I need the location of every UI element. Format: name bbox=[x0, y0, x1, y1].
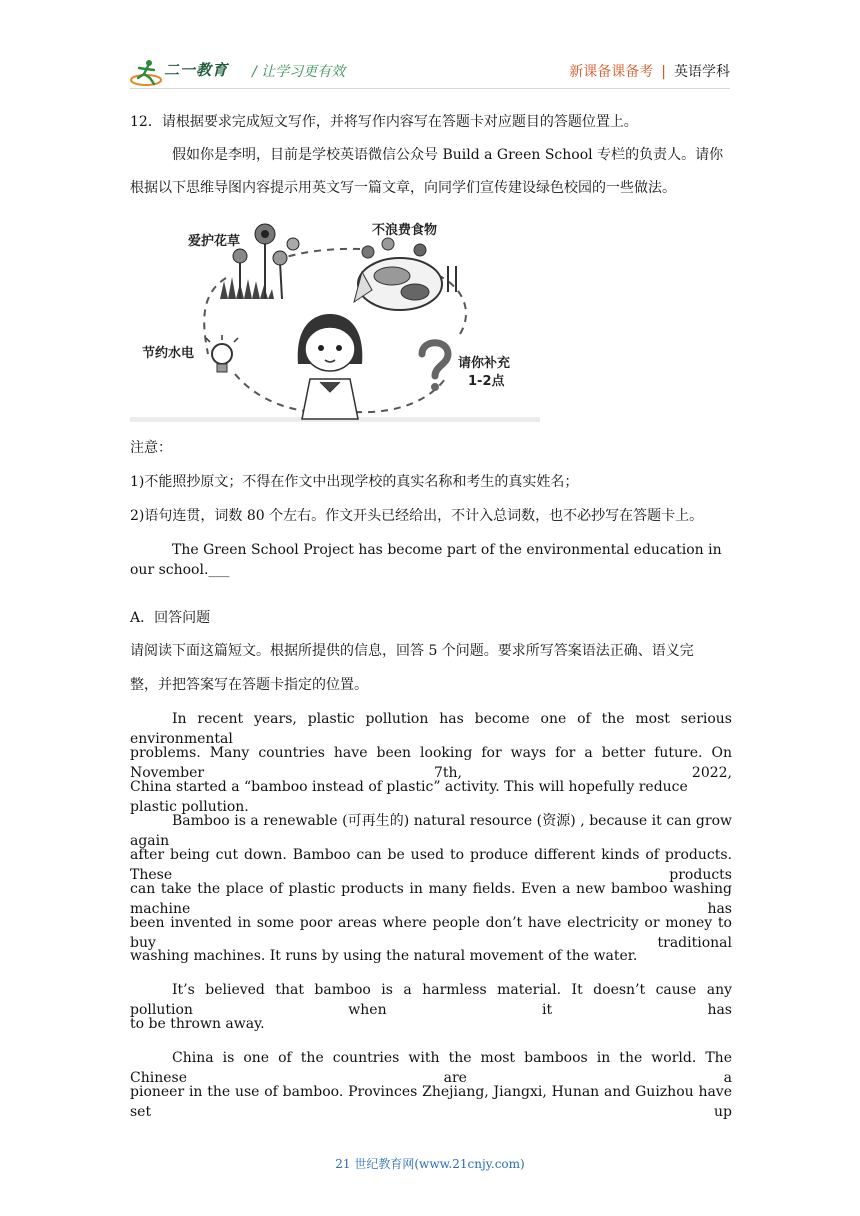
section-a-instructions-line1: 请阅读下面这篇短文。根据所提供的信息，回答 5 个问题。要求所写答案语法正确、语义完 bbox=[130, 643, 694, 659]
header-subject-label: 英语学科 bbox=[674, 64, 730, 80]
writing-opening-sentence: The Green School Project has become part of the environmental education in our school.___ bbox=[130, 542, 722, 578]
passage-p2-line3: can take the place of plastic products in many fields. Even a new bamboo washing machine has bbox=[130, 881, 732, 917]
question-mark-icon bbox=[422, 343, 448, 391]
passage-p3-line2: to be thrown away. bbox=[130, 1016, 265, 1032]
notice-label: 注意： bbox=[130, 440, 172, 456]
passage-p1-line1: In recent years, plastic pollution has become one of the most serious environmental bbox=[130, 711, 732, 747]
rule-2: 2)语句连贯，词数 80 个左右。作文开头已经给出，不计入总词数，也不必抄写在答题卡上。 bbox=[130, 508, 704, 524]
header-course-label: 新课备课备考 bbox=[569, 64, 654, 80]
passage-p2-line1: Bamboo is a renewable (可再生的) natural resource (资源) , because it can grow again bbox=[130, 813, 732, 849]
passage-p2-line2: after being cut down. Bamboo can be used to produce different kinds of products. These products bbox=[130, 847, 732, 883]
section-a-instructions-line2: 整，并把答案写在答题卡指定的位置。 bbox=[130, 677, 368, 693]
header-separator: | bbox=[661, 64, 666, 80]
mind-map-label-add-count: 1-2点 bbox=[468, 374, 505, 389]
slogan: / 让学习更有效 bbox=[252, 64, 346, 80]
question-12-intro-line2: 根据以下思维导图内容提示用英文写一篇文章，向同学们宣传建设绿色校园的一些做法。 bbox=[130, 180, 676, 196]
mind-map-label-food: 不浪费食物 bbox=[372, 223, 438, 238]
question-12-intro-line1: 假如你是李明，目前是学校英语微信公众号 Build a Green School 专栏的负责人。请你 bbox=[172, 147, 724, 163]
rule-1: 1)不能照抄原文；不得在作文中出现学校的真实名称和考生的真实姓名； bbox=[130, 474, 579, 490]
passage-p2-line4: been invented in some poor areas where people don’t have electricity or money to buy traditional bbox=[130, 915, 732, 951]
mind-map-label-water: 节约水电 bbox=[142, 346, 195, 361]
mind-map-figure bbox=[130, 214, 540, 422]
passage-p1-line2: problems. Many countries have been looking for ways for a better future. On November 7th, 2022, bbox=[130, 745, 732, 781]
student-girl-icon bbox=[298, 314, 363, 419]
passage-p2-line5: washing machines. It runs by using the natural movement of the water. bbox=[130, 948, 638, 964]
passage-p3-line1: It’s believed that bamboo is a harmless material. It doesn’t cause any pollution when it has bbox=[130, 982, 732, 1018]
passage-p1-line3: China started a “bamboo instead of plastic” activity. This will hopefully reduce plastic pollution. bbox=[130, 779, 688, 815]
section-a-title: A．回答问题 bbox=[130, 610, 211, 626]
page-header bbox=[130, 54, 730, 90]
page-footer: 21 世纪教育网(www.21cnjy.com) bbox=[335, 1157, 525, 1171]
light-bulb-icon bbox=[206, 335, 238, 372]
mind-map-label-flowers: 爱护花草 bbox=[188, 234, 241, 249]
passage-p4-line1: China is one of the countries with the most bamboos in the world. The Chinese are a bbox=[130, 1050, 732, 1086]
logo-text: 二一教育 bbox=[164, 61, 229, 79]
header-divider bbox=[130, 88, 730, 89]
question-12-title: 12．请根据要求完成短文写作，并将写作内容写在答题卡对应题目的答题位置上。 bbox=[130, 114, 638, 130]
food-plate-icon bbox=[354, 238, 456, 310]
header-right bbox=[569, 61, 730, 81]
mind-map-label-add: 请你补充 bbox=[458, 356, 511, 371]
passage-p4-line2: pioneer in the use of bamboo. Provinces Zhejiang, Jiangxi, Hunan and Guizhou have set up bbox=[130, 1084, 732, 1120]
